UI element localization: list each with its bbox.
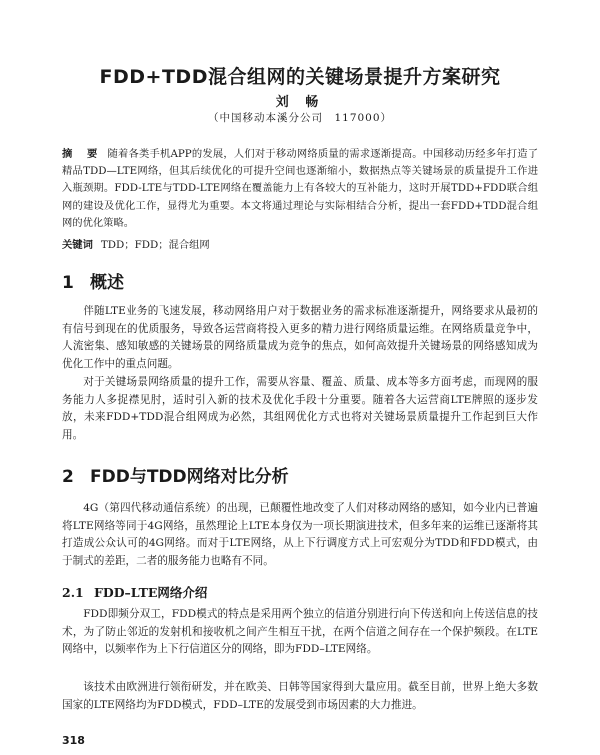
author-affiliation: （中国移动本溪分公司 117000） — [207, 112, 393, 124]
subsection-heading — [62, 583, 207, 601]
keywords — [62, 237, 538, 254]
body-paragraph: 伴随LTE业务的飞速发展，移动网络用户对于数据业务的需求标准逐渐提升，网络要求从最初的有信号到现在的优质服务，导致各运营商将投入更多的精力进行网络质量运维。在网络质量竞争中，人流密集、感知敏感的关键场景的网络质量成为竞争的焦点，如何高效提升关键场景的网络感知成为优化工作中的重点问题。 — [62, 305, 538, 370]
section-number: 2 — [62, 467, 74, 487]
body-paragraph: 4G（第四代移动通信系统）的出现，已颠覆性地改变了人们对移动网络的感知，如今业内已普遍将LTE网络等同于4G网络，虽然理论上LTE本身仅为一项长期演进技术，但多年来的运维已逐渐将其打造成公众认可的4G网络。而对于LTE网络，从上下行调度方式上可宏观分为TDD和FDD模式，由于制式的差距，二者的服务能力也略有不同。 — [62, 502, 538, 567]
subsection-number: 2.1 — [62, 585, 84, 600]
body-paragraph: 该技术由欧洲进行领衔研发，并在欧美、日韩等国家得到大量应用。截至目前，世界上绝大多数国家的LTE网络均为FDD模式，FDD–LTE的发展受到市场因素的大力推进。 — [62, 681, 538, 711]
section-heading — [62, 462, 289, 487]
body-paragraph: FDD即频分双工，FDD模式的特点是采用两个独立的信道分别进行向下传送和向上传送信息的技术，为了防止邻近的发射机和接收机之间产生相互干扰，在两个信道之间存在一个保护频段。在LTE网络中，以频率作为上下行信道区分的网络，即为FDD–LTE网络。 — [62, 608, 538, 655]
abstract — [62, 146, 538, 232]
abstract-label: 摘 要 — [62, 148, 100, 160]
paper-title: FDD+TDD混合组网的关键场景提升方案研究 — [99, 66, 501, 88]
keywords-label: 关键词 — [62, 239, 93, 251]
body-paragraph: 对于关键场景网络质量的提升工作，需要从容量、覆盖、质量、成本等多方面考虑，而现网的服务能力人多捉襟见肘，适时引入新的技术及优化手段十分重要。随着各大运营商LTE牌照的逐步发放，未来FDD+TDD混合组网成为必然，其组网优化方式也将对关键场景质量提升工作起到巨大作用。 — [62, 376, 538, 441]
keywords-text: TDD；FDD；混合组网 — [100, 239, 210, 251]
section-number: 1 — [62, 273, 74, 293]
section-heading — [62, 268, 124, 293]
abstract-text: 随着各类手机APP的发展，人们对于移动网络质量的需求逐渐提高。中国移动历经多年打造了精品TDD—LTE网络，但其后续优化的可提升空间也逐渐缩小，数据热点等关键场景的质量提升工作进入瓶颈期。FDD-LTE与TDD-LTE网络在覆盖能力上有各较大的互补能力，这时开展TDD+FDD联合组网的建设及优化工作，显得尤为重要。本文将通过理论与实际相结合分析，提出一套FDD+TDD混合组网的优化策略。 — [62, 148, 538, 229]
section-title: 概述 — [90, 273, 124, 293]
author-name: 刘 畅 — [275, 95, 325, 110]
section-title: FDD与TDD网络对比分析 — [90, 467, 289, 487]
page-number: 318 — [62, 734, 85, 747]
subsection-title: FDD–LTE网络介绍 — [94, 585, 208, 600]
